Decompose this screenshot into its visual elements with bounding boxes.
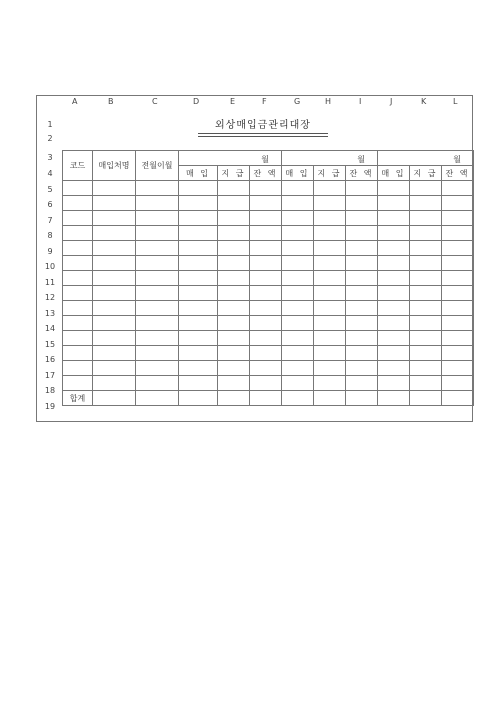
ledger-cell[interactable] (442, 346, 474, 361)
ledger-cell[interactable] (218, 271, 250, 286)
ledger-cell[interactable] (218, 346, 250, 361)
ledger-cell[interactable] (282, 271, 314, 286)
ledger-cell[interactable] (442, 211, 474, 226)
ledger-cell[interactable] (410, 286, 442, 301)
ledger-cell[interactable] (346, 346, 378, 361)
title-underline-bottom (198, 136, 328, 137)
table-row (63, 346, 474, 361)
total-cell[interactable] (250, 391, 282, 406)
ledger-cell[interactable] (179, 331, 218, 346)
table-row (63, 196, 474, 211)
header-balance-1[interactable]: 잔 액 (250, 166, 282, 181)
ledger-cell[interactable] (282, 196, 314, 211)
ledger-cell[interactable] (442, 301, 474, 316)
ledger-cell[interactable] (378, 301, 410, 316)
ledger-cell[interactable] (250, 256, 282, 271)
ledger-cell[interactable] (218, 181, 250, 196)
ledger-cell[interactable] (378, 331, 410, 346)
ledger-cell[interactable] (218, 316, 250, 331)
ledger-cell[interactable] (63, 271, 93, 286)
ledger-cell[interactable] (93, 301, 136, 316)
ledger-cell[interactable] (314, 196, 346, 211)
ledger-cell[interactable] (410, 226, 442, 241)
ledger-cell[interactable] (282, 361, 314, 376)
table-row (63, 241, 474, 256)
ledger-cell[interactable] (250, 271, 282, 286)
ledger-cell[interactable] (314, 241, 346, 256)
header-payment-2[interactable]: 지 급 (314, 166, 346, 181)
ledger-cell[interactable] (378, 361, 410, 376)
ledger-cell[interactable] (218, 361, 250, 376)
ledger-cell[interactable] (378, 211, 410, 226)
ledger-cell[interactable] (218, 196, 250, 211)
ledger-cell[interactable] (63, 211, 93, 226)
column-header-k[interactable]: K (421, 97, 427, 106)
ledger-cell[interactable] (179, 241, 218, 256)
ledger-cell[interactable] (136, 301, 179, 316)
ledger-cell[interactable] (378, 226, 410, 241)
ledger-cell[interactable] (314, 346, 346, 361)
ledger-cell[interactable] (93, 361, 136, 376)
ledger-body (63, 181, 474, 391)
ledger-cell[interactable] (218, 241, 250, 256)
ledger-cell[interactable] (442, 226, 474, 241)
ledger-cell[interactable] (314, 361, 346, 376)
ledger-cell[interactable] (250, 241, 282, 256)
ledger-cell[interactable] (179, 286, 218, 301)
row-header-5[interactable]: 5 (47, 185, 53, 194)
ledger-cell[interactable] (282, 286, 314, 301)
ledger-cell[interactable] (63, 181, 93, 196)
title-underline-top (198, 133, 328, 134)
ledger-cell[interactable] (442, 331, 474, 346)
row-header-13[interactable]: 13 (44, 309, 56, 318)
ledger-cell[interactable] (93, 331, 136, 346)
ledger-cell[interactable] (136, 361, 179, 376)
column-header-b[interactable]: B (108, 97, 114, 106)
ledger-cell[interactable] (410, 211, 442, 226)
total-cell[interactable] (442, 391, 474, 406)
header-payment-3[interactable]: 지 급 (410, 166, 442, 181)
ledger-cell[interactable] (282, 301, 314, 316)
ledger-cell[interactable] (346, 331, 378, 346)
ledger-cell[interactable] (250, 181, 282, 196)
ledger-cell[interactable] (93, 241, 136, 256)
ledger-title: 외상매입금관리대장 (215, 120, 311, 131)
ledger-cell[interactable] (218, 286, 250, 301)
ledger-cell[interactable] (250, 286, 282, 301)
ledger-cell[interactable] (314, 286, 346, 301)
ledger-cell[interactable] (136, 376, 179, 391)
header-month-2[interactable]: 월 (282, 151, 378, 166)
ledger-cell[interactable] (136, 331, 179, 346)
ledger-cell[interactable] (136, 346, 179, 361)
total-cell[interactable] (410, 391, 442, 406)
ledger-cell[interactable] (93, 181, 136, 196)
ledger-cell[interactable] (346, 241, 378, 256)
ledger-cell[interactable] (179, 256, 218, 271)
ledger-cell[interactable] (136, 181, 179, 196)
ledger-cell[interactable] (179, 271, 218, 286)
ledger-cell[interactable] (282, 256, 314, 271)
ledger-table (62, 150, 474, 406)
header-balance-3[interactable]: 잔 액 (442, 166, 474, 181)
total-cell[interactable] (218, 391, 250, 406)
ledger-cell[interactable] (282, 226, 314, 241)
total-cell[interactable] (136, 391, 179, 406)
ledger-cell[interactable] (314, 271, 346, 286)
ledger-cell[interactable] (93, 211, 136, 226)
column-header-a[interactable]: A (72, 97, 78, 106)
ledger-cell[interactable] (346, 226, 378, 241)
ledger-cell[interactable] (282, 181, 314, 196)
ledger-cell[interactable] (93, 376, 136, 391)
ledger-cell[interactable] (136, 316, 179, 331)
ledger-cell[interactable] (93, 346, 136, 361)
ledger-cell[interactable] (442, 376, 474, 391)
row-header-4[interactable]: 4 (47, 169, 53, 178)
column-header-d[interactable]: D (193, 97, 200, 106)
total-cell[interactable] (282, 391, 314, 406)
column-header-h[interactable]: H (325, 97, 332, 106)
ledger-cell[interactable] (63, 256, 93, 271)
header-vendor[interactable]: 매입처명 (93, 151, 136, 181)
ledger-cell[interactable] (346, 376, 378, 391)
ledger-cell[interactable] (410, 346, 442, 361)
ledger-cell[interactable] (63, 331, 93, 346)
ledger-cell[interactable] (218, 211, 250, 226)
ledger-cell[interactable] (410, 241, 442, 256)
ledger-cell[interactable] (250, 346, 282, 361)
ledger-cell[interactable] (179, 211, 218, 226)
total-cell[interactable] (314, 391, 346, 406)
ledger-cell[interactable] (346, 196, 378, 211)
ledger-cell[interactable] (93, 286, 136, 301)
ledger-cell[interactable] (442, 361, 474, 376)
ledger-cell[interactable] (250, 211, 282, 226)
header-payment-1[interactable]: 지 급 (218, 166, 250, 181)
ledger-cell[interactable] (136, 196, 179, 211)
header-carryover[interactable]: 전월이월 (136, 151, 179, 181)
column-header-j[interactable]: J (390, 97, 393, 106)
ledger-cell[interactable] (378, 271, 410, 286)
ledger-cell[interactable] (179, 196, 218, 211)
ledger-cell[interactable] (378, 181, 410, 196)
ledger-cell[interactable] (136, 256, 179, 271)
ledger-cell[interactable] (93, 196, 136, 211)
ledger-cell[interactable] (314, 316, 346, 331)
row-header-3[interactable]: 3 (47, 153, 53, 162)
ledger-cell[interactable] (136, 241, 179, 256)
ledger-cell[interactable] (179, 226, 218, 241)
column-header-f[interactable]: F (262, 97, 267, 106)
table-row (63, 316, 474, 331)
ledger-cell[interactable] (63, 226, 93, 241)
header-month-3[interactable]: 월 (378, 151, 474, 166)
header-purchase-1[interactable]: 매 입 (179, 166, 218, 181)
ledger-cell[interactable] (136, 271, 179, 286)
row-header-18[interactable]: 18 (44, 386, 56, 395)
total-cell[interactable] (378, 391, 410, 406)
ledger-cell[interactable] (136, 211, 179, 226)
ledger-cell[interactable] (282, 376, 314, 391)
ledger-cell[interactable] (218, 376, 250, 391)
ledger-cell[interactable] (410, 376, 442, 391)
ledger-cell[interactable] (179, 316, 218, 331)
table-row (63, 286, 474, 301)
header-balance-2[interactable]: 잔 액 (346, 166, 378, 181)
ledger-cell[interactable] (314, 226, 346, 241)
ledger-cell[interactable] (250, 361, 282, 376)
ledger-cell[interactable] (314, 331, 346, 346)
table-row (63, 361, 474, 376)
ledger-cell[interactable] (378, 376, 410, 391)
ledger-cell[interactable] (250, 316, 282, 331)
row-header-7[interactable]: 7 (47, 216, 53, 225)
ledger-cell[interactable] (346, 256, 378, 271)
ledger-cell[interactable] (63, 346, 93, 361)
column-header-l[interactable]: L (453, 97, 458, 106)
column-header-g[interactable]: G (294, 97, 301, 106)
ledger-cell[interactable] (346, 301, 378, 316)
ledger-cell[interactable] (282, 241, 314, 256)
row-header-8[interactable]: 8 (47, 231, 53, 240)
ledger-cell[interactable] (378, 241, 410, 256)
ledger-cell[interactable] (179, 376, 218, 391)
ledger-cell[interactable] (93, 271, 136, 286)
row-header-10[interactable]: 10 (44, 262, 56, 271)
ledger-cell[interactable] (93, 226, 136, 241)
ledger-cell[interactable] (282, 211, 314, 226)
ledger-cell[interactable] (63, 241, 93, 256)
ledger-cell[interactable] (179, 301, 218, 316)
header-row-month (63, 151, 474, 166)
ledger-cell[interactable] (282, 316, 314, 331)
ledger-cell[interactable] (314, 376, 346, 391)
ledger-cell[interactable] (282, 346, 314, 361)
ledger-cell[interactable] (218, 301, 250, 316)
ledger-cell[interactable] (179, 346, 218, 361)
ledger-cell[interactable] (378, 316, 410, 331)
row-header-16[interactable]: 16 (44, 355, 56, 364)
ledger-cell[interactable] (346, 316, 378, 331)
row-header-1[interactable]: 1 (47, 120, 53, 129)
ledger-cell[interactable] (136, 286, 179, 301)
ledger-cell[interactable] (314, 211, 346, 226)
ledger-cell[interactable] (442, 316, 474, 331)
ledger-cell[interactable] (346, 361, 378, 376)
ledger-cell[interactable] (378, 346, 410, 361)
column-header-i[interactable]: I (359, 97, 362, 106)
ledger-cell[interactable] (63, 286, 93, 301)
ledger-cell[interactable] (250, 196, 282, 211)
ledger-cell[interactable] (218, 256, 250, 271)
row-header-6[interactable]: 6 (47, 200, 53, 209)
ledger-cell[interactable] (314, 301, 346, 316)
ledger-cell[interactable] (346, 286, 378, 301)
ledger-cell[interactable] (314, 181, 346, 196)
ledger-cell[interactable] (63, 196, 93, 211)
ledger-cell[interactable] (136, 226, 179, 241)
ledger-cell[interactable] (378, 256, 410, 271)
ledger-cell[interactable] (410, 331, 442, 346)
ledger-cell[interactable] (442, 286, 474, 301)
total-label[interactable]: 합계 (63, 391, 93, 406)
row-header-12[interactable]: 12 (44, 293, 56, 302)
ledger-cell[interactable] (218, 226, 250, 241)
row-header-11[interactable]: 11 (44, 278, 56, 287)
ledger-cell[interactable] (410, 271, 442, 286)
table-row (63, 256, 474, 271)
ledger-cell[interactable] (410, 316, 442, 331)
row-header-17[interactable]: 17 (44, 371, 56, 380)
header-code[interactable]: 코드 (63, 151, 93, 181)
row-header-19[interactable]: 19 (44, 402, 56, 411)
ledger-cell[interactable] (63, 361, 93, 376)
ledger-cell[interactable] (63, 376, 93, 391)
ledger-cell[interactable] (410, 256, 442, 271)
ledger-cell[interactable] (250, 376, 282, 391)
ledger-cell[interactable] (179, 361, 218, 376)
ledger-cell[interactable] (378, 196, 410, 211)
ledger-cell[interactable] (378, 286, 410, 301)
table-row (63, 226, 474, 241)
row-header-15[interactable]: 15 (44, 340, 56, 349)
header-purchase-2[interactable]: 매 입 (282, 166, 314, 181)
total-cell[interactable] (179, 391, 218, 406)
ledger-cell[interactable] (250, 301, 282, 316)
table-row (63, 331, 474, 346)
header-month-1[interactable]: 월 (179, 151, 282, 166)
total-cell[interactable] (346, 391, 378, 406)
ledger-cell[interactable] (442, 241, 474, 256)
table-row (63, 181, 474, 196)
column-header-e[interactable]: E (230, 97, 236, 106)
row-header-2[interactable]: 2 (47, 134, 53, 143)
total-row (63, 391, 474, 406)
row-header-14[interactable]: 14 (44, 324, 56, 333)
ledger-cell[interactable] (410, 361, 442, 376)
column-header-c[interactable]: C (152, 97, 158, 106)
table-row (63, 301, 474, 316)
total-cell[interactable] (93, 391, 136, 406)
table-row (63, 271, 474, 286)
ledger-cell[interactable] (410, 301, 442, 316)
header-purchase-3[interactable]: 매 입 (378, 166, 410, 181)
ledger-cell[interactable] (346, 181, 378, 196)
table-row (63, 376, 474, 391)
ledger-cell[interactable] (218, 331, 250, 346)
ledger-cell[interactable] (410, 181, 442, 196)
ledger-cell[interactable] (346, 211, 378, 226)
table-row (63, 211, 474, 226)
ledger-cell[interactable] (410, 196, 442, 211)
ledger-cell[interactable] (282, 331, 314, 346)
row-header-9[interactable]: 9 (47, 247, 53, 256)
ledger-cell[interactable] (442, 271, 474, 286)
ledger-cell[interactable] (93, 256, 136, 271)
ledger-cell[interactable] (346, 271, 378, 286)
ledger-cell[interactable] (179, 181, 218, 196)
ledger-cell[interactable] (250, 226, 282, 241)
ledger-cell[interactable] (93, 316, 136, 331)
ledger-cell[interactable] (442, 196, 474, 211)
ledger-cell[interactable] (63, 301, 93, 316)
ledger-cell[interactable] (63, 316, 93, 331)
ledger-cell[interactable] (442, 181, 474, 196)
ledger-cell[interactable] (314, 256, 346, 271)
ledger-cell[interactable] (250, 331, 282, 346)
ledger-cell[interactable] (442, 256, 474, 271)
